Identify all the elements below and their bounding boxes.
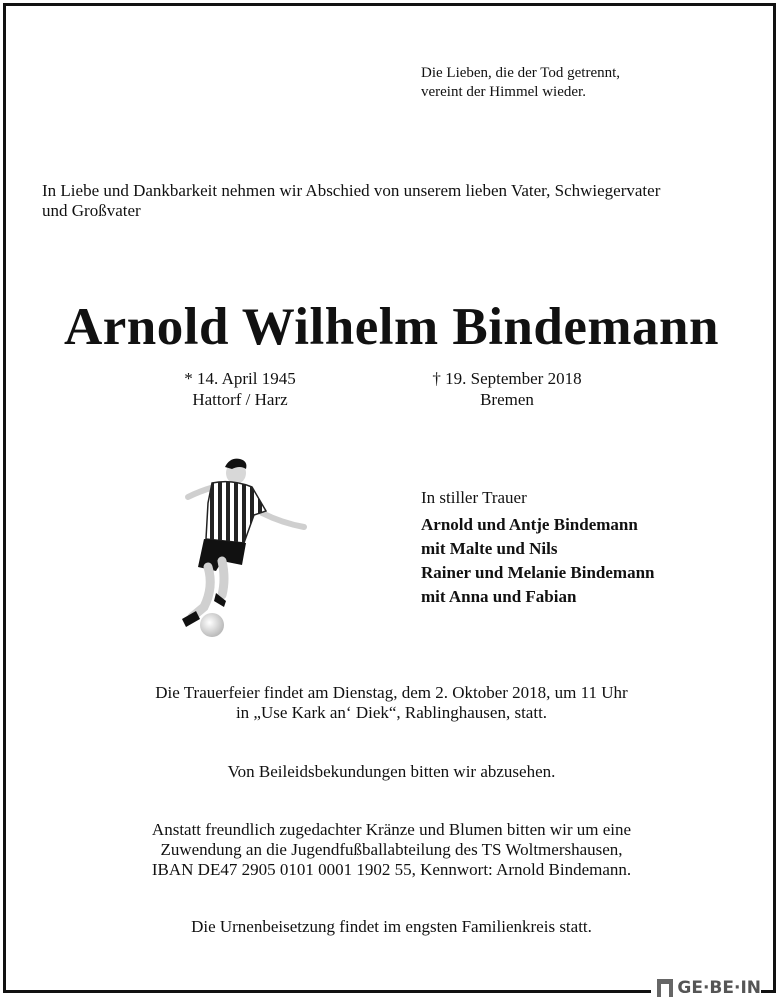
mourner-name: mit Malte und Nils [421,539,558,558]
birth-info [160,368,320,410]
mourners-lead: In stiller Trauer [421,488,527,507]
motto [421,64,620,102]
mourner-name: mit Anna und Fabian [421,587,577,606]
death-info [412,368,602,410]
condolence-note: Von Beileidsbekundungen bitten wir abzusehen. [227,762,556,781]
donation-line-2: Zuwendung an die Jugendfußballabteilung des TS Woltmershausen, [160,840,623,859]
urn-burial-note: Die Urnenbeisetzung findet im engsten Familienkreis statt. [191,917,592,936]
motto-line-2: vereint der Himmel wieder. [421,84,586,100]
donation-info [0,820,783,880]
soccer-player-icon [170,455,320,640]
mourner-name: Arnold und Antje Bindemann [421,515,638,534]
birth-place: Hattorf / Harz [192,390,288,409]
logo-mark-icon [657,979,673,997]
donation-line-1: Anstatt freundlich zugedachter Kränze und Blumen bitten wir um eine [151,820,632,839]
motto-line-1: Die Lieben, die der Tod getrennt, [421,65,621,81]
donation-line-3: IBAN DE47 2905 0101 0001 1902 55, Kennwort: Arnold Bindemann. [151,860,632,879]
deceased-name: Arnold Wilhelm Bindemann [63,298,720,356]
intro-line-1: In Liebe und Dankbarkeit nehmen wir Abschied von unserem lieben Vater, Schwiegervater [42,181,661,200]
service-info [0,683,783,723]
service-line-1: Die Trauerfeier findet am Dienstag, dem 2. Oktober 2018, um 11 Uhr [155,683,628,702]
birth-date: * 14. April 1945 [184,369,296,388]
service-line-2: in „Use Kark an‘ Diek“, Rablinghausen, statt. [235,703,548,722]
death-place: Bremen [480,390,534,409]
mourners-block [421,486,654,609]
publisher-logo [651,976,761,1000]
intro-text [42,181,752,221]
mourner-name: Rainer und Melanie Bindemann [421,563,655,582]
intro-line-2: und Großvater [42,201,141,220]
death-date: † 19. September 2018 [432,369,582,388]
logo-text: GE·BE·IN [677,978,761,998]
